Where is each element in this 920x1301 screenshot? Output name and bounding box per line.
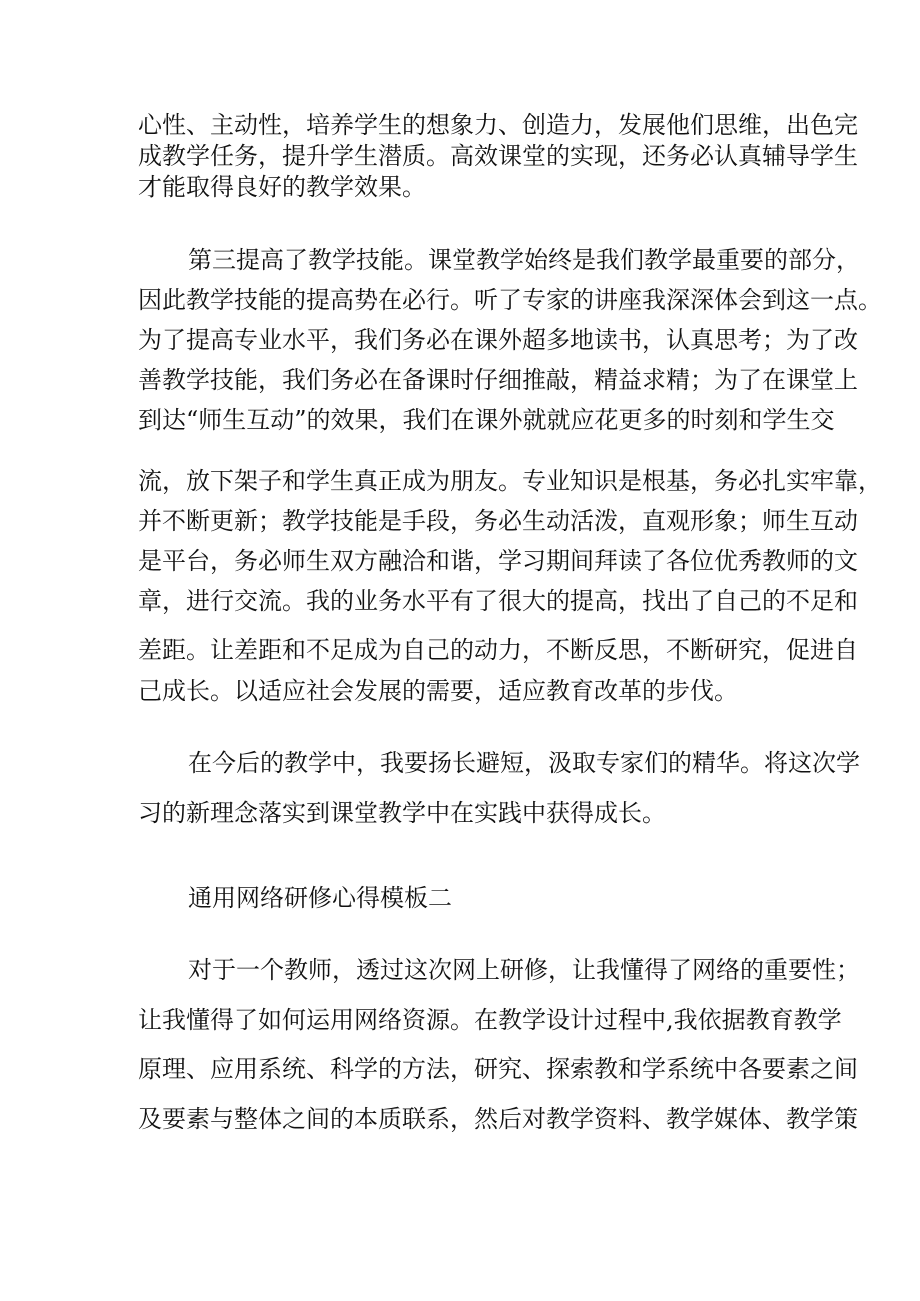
paragraph-3-line-2: 习的新理念落实到课堂教学中在实践中获得成长。 <box>138 799 666 827</box>
paragraph-2-line-2: 因此教学技能的提高势在必行。听了专家的讲座我深深体会到这一点。 <box>138 286 882 314</box>
section-heading: 通用网络研修心得模板二 <box>188 884 452 912</box>
paragraph-3-line-1: 在今后的教学中，我要扬长避短，汲取专家们的精华。将这次学 <box>188 749 860 777</box>
paragraph-5-line-2: 让我懂得了如何运用网络资源。在教学设计过程中,我依据教育教学 <box>138 1006 842 1034</box>
paragraph-5-line-1: 对于一个教师，透过这次网上研修，让我懂得了网络的重要性； <box>188 956 860 984</box>
paragraph-2-line-10: 差距。让差距和不足成为自己的动力，不断反思，不断研究，促进自 <box>138 636 858 664</box>
paragraph-1-line-3: 才能取得良好的教学效果。 <box>138 173 426 201</box>
paragraph-2-line-6: 流，放下架子和学生真正成为朋友。专业知识是根基，务必扎实牢靠， <box>138 467 882 495</box>
paragraph-2-line-8: 是平台，务必师生双方融洽和谐，学习期间拜读了各位优秀教师的文 <box>138 547 858 575</box>
paragraph-5-line-3: 原理、应用系统、科学的方法，研究、探索教和学系统中各要素之间 <box>138 1055 858 1083</box>
paragraph-1-line-2: 成教学任务，提升学生潜质。高效课堂的实现，还务必认真辅导学生 <box>138 142 858 170</box>
paragraph-2-line-3: 为了提高专业水平，我们务必在课外超多地读书，认真思考；为了改 <box>138 326 858 354</box>
paragraph-2-line-9: 章，进行交流。我的业务水平有了很大的提高，找出了自己的不足和 <box>138 587 858 615</box>
paragraph-2-line-4: 善教学技能，我们务必在备课时仔细推敲，精益求精；为了在课堂上 <box>138 366 858 394</box>
paragraph-1-line-1: 心性、主动性，培养学生的想象力、创造力，发展他们思维，出色完 <box>138 111 858 139</box>
paragraph-2-line-7: 并不断更新；教学技能是手段，务必生动活泼，直观形象；师生互动 <box>138 507 858 535</box>
paragraph-2-line-1: 第三提高了教学技能。课堂教学始终是我们教学最重要的部分， <box>188 246 860 274</box>
paragraph-2-line-11: 己成长。以适应社会发展的需要，适应教育改革的步伐。 <box>138 677 738 705</box>
paragraph-5-line-4: 及要素与整体之间的本质联系，然后对教学资料、教学媒体、教学策 <box>138 1105 858 1133</box>
paragraph-2-line-5: 到达“师生互动”的效果，我们在课外就就应花更多的时刻和学生交 <box>138 406 835 434</box>
